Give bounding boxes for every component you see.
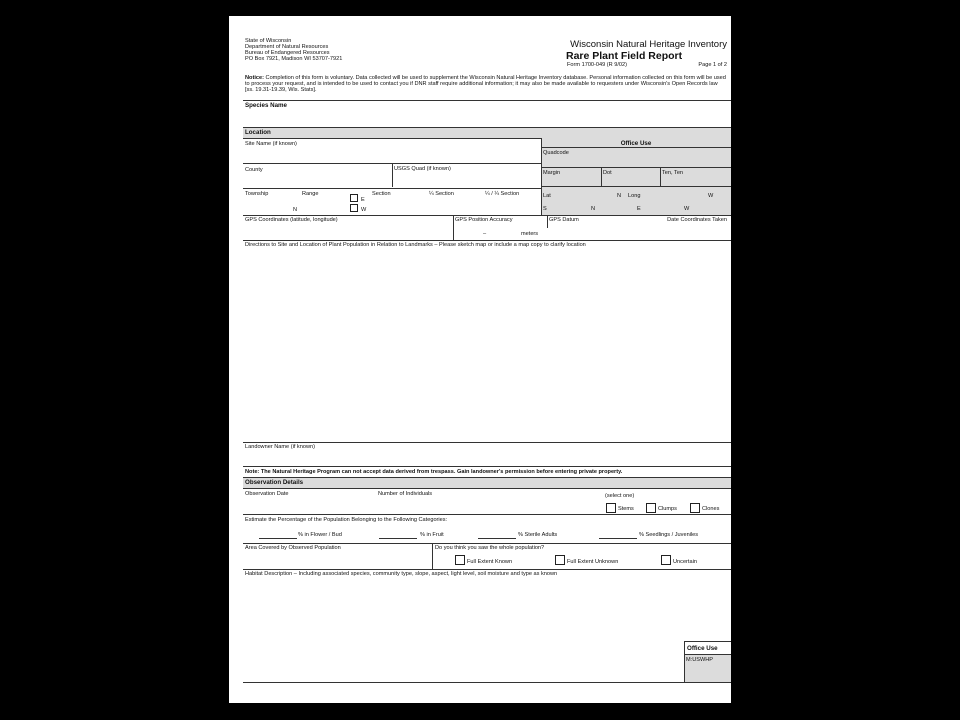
divider: [392, 163, 393, 187]
landowner-label: Landowner Name (if known): [245, 444, 315, 450]
notice-text: Completion of this form is voluntary. Data collected will be used to supplement the Wisconsin Natural Heritage Inventory database. Personal information collected on this form will be used to process your request, and is intended to be used to contact you if DNR staff require additional information; it may also be made available to requesters under Wisconsin's Open Records law [ss. 19.31-19.39, Wis. Stats].: [245, 75, 726, 94]
species-name-label: Species Name: [245, 102, 287, 109]
clumps-checkbox[interactable]: [646, 503, 656, 513]
sterile-input[interactable]: [478, 538, 516, 539]
notice-label: Notice:: [245, 75, 264, 81]
stems-checkbox[interactable]: [606, 503, 616, 513]
divider: [243, 100, 731, 101]
office-code: M:USWHP: [686, 657, 714, 663]
agency-line-2: Department of Natural Resources: [245, 44, 329, 50]
location-heading-bar: [243, 127, 731, 138]
habitat-label: Habitat Description – Including associated species, community type, slope, aspect, light level, soil moisture and type as known: [245, 571, 558, 577]
divider: [243, 215, 731, 216]
form-number: Form 1700-049 (R 9/02): [567, 62, 628, 68]
site-name-field[interactable]: [243, 147, 539, 161]
range-label: Range: [302, 191, 319, 197]
full-unknown-checkbox[interactable]: [555, 555, 565, 565]
whole-population-label: Do you think you saw the whole population?: [435, 545, 545, 551]
location-heading: Location: [245, 129, 271, 136]
divider: [243, 477, 731, 478]
observation-date-label: Observation Date: [245, 491, 289, 497]
divider: [243, 569, 731, 570]
observation-heading: Observation Details: [245, 479, 304, 486]
n-label: N: [591, 206, 596, 212]
divider: [547, 215, 548, 228]
flower-input[interactable]: [259, 538, 297, 539]
gps-dash: –: [483, 231, 487, 237]
fruit-input[interactable]: [379, 538, 417, 539]
long-label: Long: [628, 193, 641, 199]
divider: [243, 682, 731, 683]
township-n-label: N: [293, 207, 298, 213]
landowner-field[interactable]: [243, 451, 731, 465]
directions-field[interactable]: [243, 249, 731, 441]
species-name-field[interactable]: [243, 109, 731, 127]
divider: [243, 466, 731, 467]
office-use-heading: Office Use: [620, 140, 652, 147]
range-e-label: E: [361, 197, 365, 203]
select-one-label: (select one): [605, 493, 635, 499]
site-name-label: Site Name (if known): [245, 141, 297, 147]
gps-coordinates-label: GPS Coordinates (latitude, longitude): [245, 217, 338, 223]
divider: [684, 654, 731, 655]
agency-line-3: Bureau of Endangered Resources: [245, 50, 330, 56]
usgs-quad-label: USGS Quad (if known): [394, 166, 451, 172]
divider: [541, 186, 731, 187]
county-label: County: [245, 167, 263, 173]
divider: [243, 543, 731, 544]
flower-label: % in Flower / Bud: [298, 532, 342, 538]
divider: [243, 188, 541, 189]
full-unknown-label: Full Extent Unknown: [567, 559, 619, 565]
notice: [245, 75, 727, 94]
ten-ten-label: Ten, Ten: [662, 170, 684, 176]
divider: [243, 514, 731, 515]
range-w-label: W: [361, 207, 367, 213]
divider: [243, 488, 731, 489]
range-e-checkbox[interactable]: [350, 194, 358, 202]
habitat-field[interactable]: [243, 578, 683, 680]
w-label: W: [684, 206, 690, 212]
seedlings-label: % Seedlings / Juveniles: [639, 532, 699, 538]
number-individuals-label: Number of Individuals: [378, 491, 433, 497]
quarter-quarter-label: ¼ / ¼ Section: [485, 191, 520, 197]
estimate-label: Estimate the Percentage of the Population Belonging to the Following Categories:: [245, 517, 448, 523]
long-w-label: W: [708, 193, 714, 199]
margin-label: Margin: [543, 170, 561, 176]
full-known-label: Full Extent Known: [467, 559, 513, 565]
dot-label: Dot: [603, 170, 612, 176]
divider: [541, 167, 731, 168]
quarter-section-label: ¼ Section: [429, 191, 454, 197]
clones-label: Clones: [702, 506, 720, 512]
section-label: Section: [372, 191, 391, 197]
clumps-label: Clumps: [658, 506, 677, 512]
divider: [243, 442, 731, 443]
uncertain-label: Uncertain: [673, 559, 697, 565]
form-title: Rare Plant Field Report: [566, 50, 683, 62]
fruit-label: % in Fruit: [420, 532, 444, 538]
divider: [541, 138, 542, 215]
date-taken-label: Date Coordinates Taken: [667, 217, 727, 223]
divider: [541, 147, 731, 148]
directions-label: Directions to Site and Location of Plant Population in Relation to Landmarks – Please sketch map or include a map copy to clarify location: [245, 242, 586, 248]
divider: [243, 240, 731, 241]
meters-label: meters: [521, 231, 539, 237]
divider: [684, 641, 685, 682]
divider: [243, 127, 731, 128]
gps-datum-label: GPS Datum: [549, 217, 579, 223]
township-label: Township: [245, 191, 269, 197]
agency-line-1: State of Wisconsin: [245, 38, 292, 44]
gps-accuracy-label: GPS Position Accuracy: [455, 217, 513, 223]
divider: [432, 543, 433, 569]
program-title: Wisconsin Natural Heritage Inventory: [570, 39, 727, 50]
e-label: E: [637, 206, 641, 212]
divider: [453, 215, 454, 240]
divider: [684, 641, 731, 642]
stems-label: Stems: [618, 506, 634, 512]
agency-line-4: PO Box 7921, Madison WI 53707-7921: [245, 56, 343, 62]
quadcode-label: Quadcode: [543, 150, 569, 156]
form-page: [229, 16, 731, 703]
uncertain-checkbox[interactable]: [661, 555, 671, 565]
divider: [601, 167, 602, 186]
clones-checkbox[interactable]: [690, 503, 700, 513]
divider: [660, 167, 661, 186]
office-use-block: [541, 138, 731, 215]
area-label: Area Covered by Observed Population: [245, 545, 341, 551]
observation-heading-bar: [243, 477, 731, 488]
full-known-checkbox[interactable]: [455, 555, 465, 565]
sterile-label: % Sterile Adults: [518, 532, 558, 538]
seedlings-input[interactable]: [599, 538, 637, 539]
page-number: Page 1 of 2: [698, 62, 727, 68]
range-w-checkbox[interactable]: [350, 204, 358, 212]
trespass-note: Note: The Natural Heritage Program can not accept data derived from trespass. Gain landowner's permission before entering private property.: [245, 469, 623, 475]
s-label: S: [543, 206, 547, 212]
bottom-office-use-heading: Office Use: [687, 645, 718, 652]
lat-label: Lat: [543, 193, 551, 199]
lat-n-label: N: [617, 193, 622, 199]
